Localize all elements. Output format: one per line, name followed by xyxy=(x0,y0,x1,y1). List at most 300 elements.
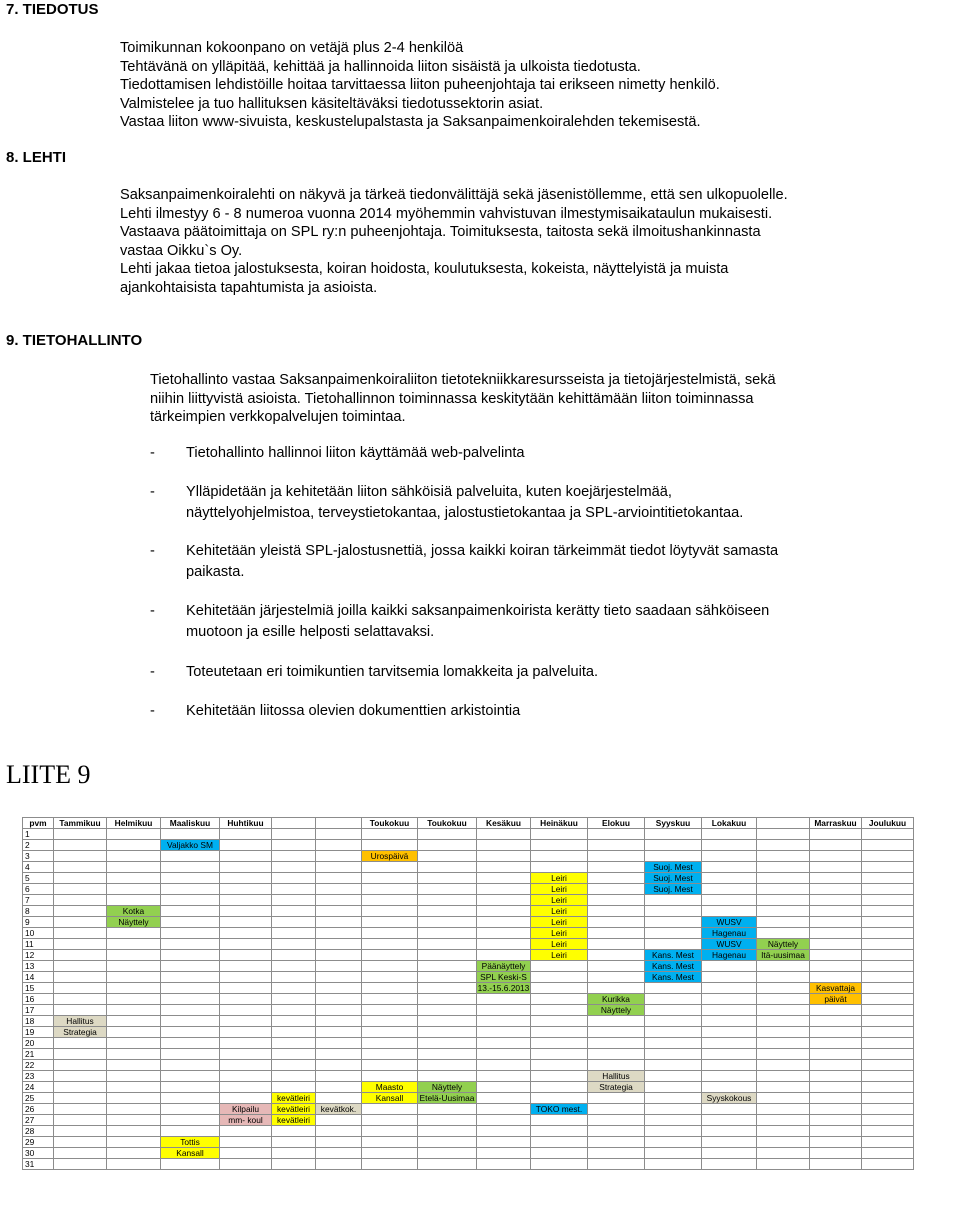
calendar-empty-cell xyxy=(418,1060,477,1071)
calendar-event-cell: Näyttely xyxy=(418,1082,477,1093)
calendar-empty-cell xyxy=(272,1049,316,1060)
calendar-empty-cell xyxy=(702,840,757,851)
calendar-empty-cell xyxy=(702,1115,757,1126)
calendar-event-cell: 13.-15.6.2013 xyxy=(477,983,530,993)
calendar-empty-cell xyxy=(272,1005,316,1016)
calendar-empty-cell xyxy=(702,961,757,972)
calendar-empty-cell xyxy=(418,1038,477,1049)
calendar-event-cell: Näyttely xyxy=(757,939,810,950)
calendar-empty-cell xyxy=(862,884,914,895)
calendar-empty-cell xyxy=(862,994,914,1005)
text-line: Vastaava päätoimittaja on SPL ry:n puheenjohtaja. Toimituksesta, taitosta sekä ilmoitushankinnasta xyxy=(120,224,761,241)
calendar-empty-cell xyxy=(272,1137,316,1148)
calendar-empty-cell xyxy=(107,1082,161,1093)
calendar-empty-cell xyxy=(272,1060,316,1071)
calendar-empty-cell xyxy=(702,1137,757,1148)
calendar-empty-cell xyxy=(757,1093,810,1104)
calendar-row xyxy=(23,1082,914,1093)
calendar-header-cell: Helmikuu xyxy=(107,818,161,829)
bullet-text: paikasta. xyxy=(186,564,245,580)
calendar-empty-cell xyxy=(316,983,362,994)
calendar-day-cell: 29 xyxy=(23,1137,54,1148)
calendar-empty-cell xyxy=(107,1159,161,1170)
calendar-empty-cell xyxy=(272,1016,316,1027)
calendar-empty-cell xyxy=(220,895,272,906)
calendar-empty-cell xyxy=(316,1027,362,1038)
calendar-day-cell: 8 xyxy=(23,906,54,917)
calendar-empty-cell xyxy=(161,917,220,928)
calendar-empty-cell xyxy=(418,983,477,994)
calendar-empty-cell xyxy=(362,1071,418,1082)
calendar-empty-cell xyxy=(316,840,362,851)
calendar-empty-cell xyxy=(362,1038,418,1049)
calendar-empty-cell xyxy=(702,1060,757,1071)
calendar-empty-cell xyxy=(107,840,161,851)
calendar-header-cell: Kesäkuu xyxy=(477,818,531,829)
calendar-empty-cell xyxy=(702,1148,757,1159)
calendar-empty-cell xyxy=(272,906,316,917)
calendar-day-cell: 9 xyxy=(23,917,54,928)
calendar-event-cell: Leiri xyxy=(531,906,588,917)
calendar-empty-cell xyxy=(161,851,220,862)
calendar-empty-cell xyxy=(362,983,418,994)
calendar-empty-cell xyxy=(272,961,316,972)
section-heading-tietohallinto: 9. TIETOHALLINTO xyxy=(6,332,143,349)
calendar-empty-cell xyxy=(362,1016,418,1027)
calendar-empty-cell xyxy=(477,994,531,1005)
calendar-empty-cell xyxy=(862,1082,914,1093)
calendar-empty-cell xyxy=(588,1027,645,1038)
calendar-event-cell: Leiri xyxy=(531,950,588,961)
calendar-empty-cell xyxy=(161,1038,220,1049)
calendar-empty-cell xyxy=(702,873,757,884)
calendar-empty-cell xyxy=(757,1159,810,1170)
calendar-event-cell: Kans. Mest xyxy=(645,950,702,961)
calendar-empty-cell xyxy=(477,1159,531,1170)
calendar-header-cell: Marraskuu xyxy=(810,818,862,829)
calendar-empty-cell xyxy=(862,1071,914,1082)
calendar-empty-cell xyxy=(588,895,645,906)
calendar-header-cell: Toukokuu xyxy=(418,818,477,829)
calendar-empty-cell xyxy=(757,1016,810,1027)
calendar-event-cell: Hallitus xyxy=(54,1016,107,1027)
calendar-empty-cell xyxy=(220,1082,272,1093)
calendar-empty-cell xyxy=(107,939,161,950)
calendar-empty-cell xyxy=(477,1104,531,1115)
calendar-empty-cell xyxy=(362,928,418,939)
calendar-empty-cell xyxy=(107,895,161,906)
calendar-empty-cell xyxy=(757,994,810,1005)
text-line: Tiedottamisen lehdistöille hoitaa tarvittaessa liiton puheenjohtaja tai erikseen nimetty henkilö. xyxy=(120,77,720,94)
calendar-day-cell: 14 xyxy=(23,972,54,983)
calendar-empty-cell xyxy=(531,1049,588,1060)
calendar-event-cell: Suoj. Mest xyxy=(645,862,702,873)
calendar-row xyxy=(23,928,914,939)
bullet-dash: - xyxy=(150,664,155,680)
calendar-empty-cell xyxy=(645,1071,702,1082)
bullet-text: Tietohallinto hallinnoi liiton käyttämää web-palvelinta xyxy=(186,445,525,461)
calendar-empty-cell xyxy=(161,983,220,994)
tiedotus-paragraph xyxy=(120,39,720,132)
calendar-empty-cell xyxy=(588,972,645,983)
calendar-empty-cell xyxy=(107,1049,161,1060)
calendar-empty-cell xyxy=(107,928,161,939)
calendar-empty-cell xyxy=(54,939,107,950)
calendar-empty-cell xyxy=(702,1027,757,1038)
calendar-empty-cell xyxy=(362,1148,418,1159)
calendar-empty-cell xyxy=(810,1038,862,1049)
calendar-empty-cell xyxy=(588,1115,645,1126)
calendar-event-cell: Leiri xyxy=(531,939,588,950)
calendar-empty-cell xyxy=(810,851,862,862)
calendar-empty-cell xyxy=(107,1093,161,1104)
calendar-empty-cell xyxy=(645,1159,702,1170)
calendar-empty-cell xyxy=(702,1016,757,1027)
calendar-empty-cell xyxy=(862,840,914,851)
calendar-empty-cell xyxy=(477,1027,531,1038)
calendar-day-cell: 1 xyxy=(23,829,54,840)
calendar-header-cell: Joulukuu xyxy=(862,818,914,829)
calendar-empty-cell xyxy=(702,1049,757,1060)
calendar-empty-cell xyxy=(862,1093,914,1104)
calendar-empty-cell xyxy=(531,829,588,840)
calendar-empty-cell xyxy=(810,829,862,840)
calendar-day-cell: 23 xyxy=(23,1071,54,1082)
calendar-event-cell: Suoj. Mest xyxy=(645,873,702,884)
calendar-event-cell: Hagenau xyxy=(702,928,757,939)
bullet-text: näyttelyohjelmistoa, terveystietokantaa, jalostustietokantaa ja SPL-arviointitietokantaa. xyxy=(186,505,744,521)
calendar-empty-cell xyxy=(477,1060,531,1071)
calendar-empty-cell xyxy=(702,1071,757,1082)
calendar-empty-cell xyxy=(272,829,316,840)
calendar-empty-cell xyxy=(316,1060,362,1071)
calendar-empty-cell xyxy=(418,994,477,1005)
calendar-empty-cell xyxy=(161,895,220,906)
calendar-header-cell: Toukokuu xyxy=(362,818,418,829)
calendar-empty-cell xyxy=(362,862,418,873)
calendar-empty-cell xyxy=(161,829,220,840)
calendar-empty-cell xyxy=(54,983,107,994)
calendar-empty-cell xyxy=(161,1027,220,1038)
calendar-empty-cell xyxy=(54,884,107,895)
calendar-empty-cell xyxy=(477,884,531,895)
calendar-empty-cell xyxy=(220,928,272,939)
calendar-empty-cell xyxy=(220,840,272,851)
calendar-empty-cell xyxy=(220,1005,272,1016)
calendar-empty-cell xyxy=(54,917,107,928)
calendar-empty-cell xyxy=(316,1148,362,1159)
calendar-empty-cell xyxy=(54,1093,107,1104)
calendar-empty-cell xyxy=(362,906,418,917)
calendar-empty-cell xyxy=(220,1071,272,1082)
calendar-empty-cell xyxy=(418,1115,477,1126)
calendar-row xyxy=(23,895,914,906)
calendar-empty-cell xyxy=(272,983,316,994)
calendar-empty-cell xyxy=(418,862,477,873)
calendar-empty-cell xyxy=(362,1049,418,1060)
calendar-empty-cell xyxy=(161,884,220,895)
calendar-day-cell: 21 xyxy=(23,1049,54,1060)
calendar-empty-cell xyxy=(316,917,362,928)
calendar-empty-cell xyxy=(107,1115,161,1126)
calendar-empty-cell xyxy=(702,884,757,895)
calendar-empty-cell xyxy=(418,1159,477,1170)
calendar-header-cell: Lokakuu xyxy=(702,818,757,829)
calendar-empty-cell xyxy=(810,1104,862,1115)
calendar-row xyxy=(23,939,914,950)
calendar-empty-cell xyxy=(645,1082,702,1093)
calendar-empty-cell xyxy=(107,851,161,862)
calendar-empty-cell xyxy=(810,1071,862,1082)
calendar-empty-cell xyxy=(588,1016,645,1027)
calendar-empty-cell xyxy=(418,895,477,906)
calendar-empty-cell xyxy=(418,1071,477,1082)
calendar-empty-cell xyxy=(645,1016,702,1027)
calendar-empty-cell xyxy=(477,1049,531,1060)
calendar-empty-cell xyxy=(588,1126,645,1137)
calendar-empty-cell xyxy=(107,1016,161,1027)
calendar-empty-cell xyxy=(220,939,272,950)
calendar-empty-cell xyxy=(362,873,418,884)
calendar-empty-cell xyxy=(862,1038,914,1049)
calendar-empty-cell xyxy=(272,928,316,939)
calendar-header-cell: Maaliskuu xyxy=(161,818,220,829)
text-line: Lehti jakaa tietoa jalostuksesta, koiran hoidosta, koulutuksesta, kokeista, näyttelyistä ja muista xyxy=(120,261,729,278)
text-line: Vastaa liiton www-sivuista, keskustelupalstasta ja Saksanpaimenkoiralehden tekemisestä. xyxy=(120,114,701,131)
calendar-empty-cell xyxy=(862,873,914,884)
calendar-empty-cell xyxy=(810,917,862,928)
calendar-empty-cell xyxy=(477,1005,531,1016)
calendar-empty-cell xyxy=(588,906,645,917)
calendar-empty-cell xyxy=(107,1148,161,1159)
calendar-day-cell: 17 xyxy=(23,1005,54,1016)
calendar-empty-cell xyxy=(531,1093,588,1104)
calendar-empty-cell xyxy=(220,994,272,1005)
calendar-day-cell: 12 xyxy=(23,950,54,961)
calendar-empty-cell xyxy=(418,906,477,917)
calendar-empty-cell xyxy=(161,862,220,873)
text-line: Tietohallinto vastaa Saksanpaimenkoiraliiton tietotekniikkaresursseista ja tietojärjestelmistä, sekä xyxy=(150,372,776,388)
calendar-empty-cell xyxy=(161,994,220,1005)
calendar-empty-cell xyxy=(477,895,531,906)
calendar-empty-cell xyxy=(161,1016,220,1027)
calendar-empty-cell xyxy=(862,950,914,961)
calendar-empty-cell xyxy=(702,851,757,862)
calendar-header-cell xyxy=(757,818,810,829)
calendar-empty-cell xyxy=(220,1016,272,1027)
calendar-event-cell: Leiri xyxy=(531,873,588,884)
calendar-day-cell: 18 xyxy=(23,1016,54,1027)
bullet-text: muotoon ja esille helposti selattavaksi. xyxy=(186,624,435,640)
calendar-empty-cell xyxy=(862,939,914,950)
calendar-header-cell: pvm xyxy=(23,818,54,829)
calendar-empty-cell xyxy=(220,1060,272,1071)
calendar-empty-cell xyxy=(702,983,757,994)
calendar-empty-cell xyxy=(757,1038,810,1049)
calendar-empty-cell xyxy=(161,1115,220,1126)
calendar-empty-cell xyxy=(161,1082,220,1093)
calendar-row xyxy=(23,961,914,972)
calendar-empty-cell xyxy=(757,928,810,939)
calendar-empty-cell xyxy=(531,983,588,994)
calendar-empty-cell xyxy=(588,829,645,840)
calendar-empty-cell xyxy=(862,1115,914,1126)
calendar-empty-cell xyxy=(272,1126,316,1137)
calendar-empty-cell xyxy=(477,917,531,928)
text-line: Toimikunnan kokoonpano on vetäjä plus 2-4 henkilöä xyxy=(120,40,464,56)
calendar-empty-cell xyxy=(588,884,645,895)
calendar-day-cell: 3 xyxy=(23,851,54,862)
text-line: tärkeimpien verkkopalvelujen toimintaa. xyxy=(150,409,406,426)
calendar-empty-cell xyxy=(531,1148,588,1159)
calendar-empty-cell xyxy=(757,1115,810,1126)
calendar-day-cell: 31 xyxy=(23,1159,54,1170)
calendar-empty-cell xyxy=(588,840,645,851)
calendar-empty-cell xyxy=(220,873,272,884)
calendar-empty-cell xyxy=(477,906,531,917)
calendar-empty-cell xyxy=(477,1093,531,1104)
calendar-empty-cell xyxy=(316,1137,362,1148)
calendar-empty-cell xyxy=(810,840,862,851)
calendar-empty-cell xyxy=(757,873,810,884)
calendar-empty-cell xyxy=(645,906,702,917)
calendar-empty-cell xyxy=(107,1038,161,1049)
calendar-empty-cell xyxy=(588,939,645,950)
calendar-empty-cell xyxy=(54,994,107,1005)
calendar-empty-cell xyxy=(862,1049,914,1060)
calendar-empty-cell xyxy=(702,1126,757,1137)
calendar-event-cell: Leiri xyxy=(531,895,588,906)
calendar-event-cell: Kilpailu xyxy=(220,1104,272,1115)
calendar-empty-cell xyxy=(862,1137,914,1148)
calendar-day-cell: 7 xyxy=(23,895,54,906)
calendar-empty-cell xyxy=(316,895,362,906)
calendar-empty-cell xyxy=(362,994,418,1005)
calendar-empty-cell xyxy=(757,1060,810,1071)
appendix-title: LIITE 9 xyxy=(6,760,91,789)
calendar-empty-cell xyxy=(316,1071,362,1082)
calendar-row xyxy=(23,1126,914,1137)
calendar-empty-cell xyxy=(418,873,477,884)
calendar-empty-cell xyxy=(757,1049,810,1060)
calendar-empty-cell xyxy=(588,961,645,972)
calendar-empty-cell xyxy=(588,1049,645,1060)
calendar-event-cell: Suoj. Mest xyxy=(645,884,702,895)
text-line: Lehti ilmestyy 6 - 8 numeroa vuonna 2014 myöhemmin vahvistuvan ilmestymisaikataulun mukaisesti. xyxy=(120,205,773,222)
calendar-empty-cell xyxy=(272,1027,316,1038)
calendar-row xyxy=(23,950,914,961)
calendar-empty-cell xyxy=(862,1126,914,1137)
calendar-day-cell: 13 xyxy=(23,961,54,972)
calendar-empty-cell xyxy=(362,840,418,851)
calendar-empty-cell xyxy=(810,1148,862,1159)
calendar-row xyxy=(23,873,914,884)
calendar-empty-cell xyxy=(810,1093,862,1104)
calendar-header-row xyxy=(23,818,914,829)
calendar-empty-cell xyxy=(645,851,702,862)
calendar-event-cell: Kurikka xyxy=(588,994,645,1005)
calendar-empty-cell xyxy=(702,862,757,873)
calendar-empty-cell xyxy=(757,1137,810,1148)
calendar-empty-cell xyxy=(645,939,702,950)
calendar-empty-cell xyxy=(588,950,645,961)
calendar-empty-cell xyxy=(757,1005,810,1016)
bullet-dash: - xyxy=(150,703,155,719)
calendar-empty-cell xyxy=(54,1115,107,1126)
calendar-empty-cell xyxy=(531,840,588,851)
calendar-empty-cell xyxy=(862,1016,914,1027)
calendar-empty-cell xyxy=(810,1027,862,1038)
calendar-empty-cell xyxy=(702,1082,757,1093)
calendar-empty-cell xyxy=(588,983,645,994)
calendar-event-cell: Näyttely xyxy=(588,1005,645,1016)
calendar-empty-cell xyxy=(645,1027,702,1038)
calendar-row xyxy=(23,1137,914,1148)
calendar-empty-cell xyxy=(645,1115,702,1126)
calendar-empty-cell xyxy=(757,1104,810,1115)
calendar-empty-cell xyxy=(588,1060,645,1071)
calendar-empty-cell xyxy=(477,1016,531,1027)
calendar-empty-cell xyxy=(316,994,362,1005)
calendar-empty-cell xyxy=(531,994,588,1005)
calendar-empty-cell xyxy=(161,939,220,950)
calendar-event-cell: Leiri xyxy=(531,884,588,895)
calendar-empty-cell xyxy=(702,1159,757,1170)
calendar-empty-cell xyxy=(220,906,272,917)
calendar-empty-cell xyxy=(531,1016,588,1027)
calendar-empty-cell xyxy=(54,972,107,983)
calendar-empty-cell xyxy=(272,1038,316,1049)
calendar-empty-cell xyxy=(54,1049,107,1060)
bullet-text: Toteutetaan eri toimikuntien tarvitsemia lomakkeita ja palveluita. xyxy=(186,664,599,680)
bullet-text: Kehitetään yleistä SPL-jalostusnettiä, jossa kaikki koiran tärkeimmät tiedot löytyvät samasta xyxy=(186,543,779,559)
calendar-empty-cell xyxy=(220,1038,272,1049)
calendar-empty-cell xyxy=(54,840,107,851)
bullet-text: Ylläpidetään ja kehitetään liiton sähköisiä palveluita, kuten koejärjestelmää, xyxy=(186,484,672,500)
calendar-empty-cell xyxy=(862,972,914,983)
calendar-empty-cell xyxy=(161,1104,220,1115)
calendar-event-cell: Kotka xyxy=(107,906,161,917)
calendar-empty-cell xyxy=(757,1082,810,1093)
calendar-header-cell: Huhtikuu xyxy=(220,818,272,829)
calendar-day-cell: 30 xyxy=(23,1148,54,1159)
calendar-empty-cell xyxy=(220,961,272,972)
calendar-header-cell: Tammikuu xyxy=(54,818,107,829)
calendar-empty-cell xyxy=(107,1137,161,1148)
calendar-empty-cell xyxy=(54,1082,107,1093)
calendar-empty-cell xyxy=(362,1060,418,1071)
calendar-empty-cell xyxy=(161,961,220,972)
calendar-empty-cell xyxy=(757,1071,810,1082)
calendar-empty-cell xyxy=(107,961,161,972)
calendar-empty-cell xyxy=(54,961,107,972)
calendar-header-cell xyxy=(272,818,316,829)
calendar-empty-cell xyxy=(54,1126,107,1137)
calendar-day-cell: 5 xyxy=(23,873,54,884)
calendar-empty-cell xyxy=(54,1060,107,1071)
event-calendar-table xyxy=(22,817,914,1170)
calendar-empty-cell xyxy=(418,1005,477,1016)
calendar-empty-cell xyxy=(272,1159,316,1170)
calendar-empty-cell xyxy=(272,884,316,895)
calendar-empty-cell xyxy=(272,895,316,906)
calendar-empty-cell xyxy=(316,873,362,884)
calendar-event-cell: päivät xyxy=(810,994,862,1005)
calendar-empty-cell xyxy=(757,884,810,895)
calendar-empty-cell xyxy=(757,895,810,906)
calendar-empty-cell xyxy=(645,1038,702,1049)
calendar-empty-cell xyxy=(316,1159,362,1170)
